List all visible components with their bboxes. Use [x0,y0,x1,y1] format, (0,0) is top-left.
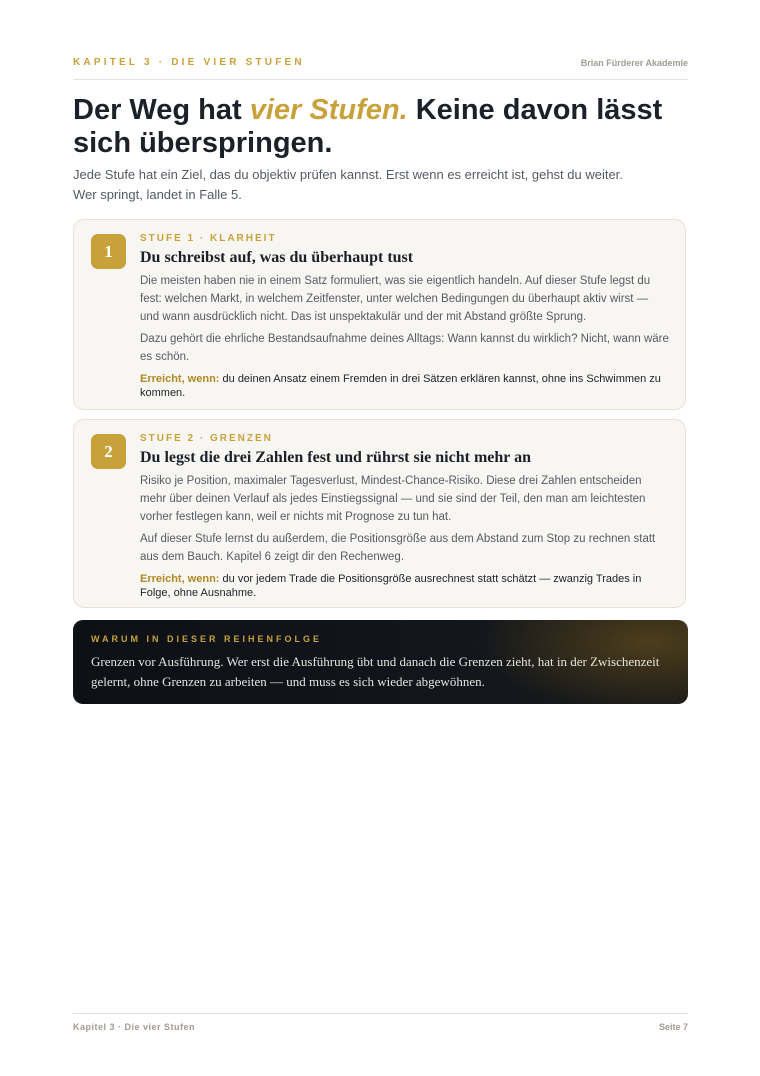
stage-paragraph: Risiko je Position, maximaler Tagesverlust, Mindest-Chance-Risiko. Diese drei Zahlen entscheiden mehr über deinen Verlauf als jedes Einstiegssignal — und sie sind der Teil, den man am leichtesten vorher festlegen kann, weil er nichts mit Prognose zu tun hat. [140,475,646,523]
stage-paragraph: Dazu gehört die ehrliche Bestandsaufnahme deines Alltags: Wann kannst du wirklich? Nicht, wann wäre es schön. [140,333,669,363]
stage-body [140,432,670,600]
page-header [73,57,688,80]
stage-title: Du schreibst auf, was du überhaupt tust [140,249,414,266]
achieved-text: du deinen Ansatz einem Fremden in drei Sätzen erklären kannst, ohne ins Schwimmen zu kommen. [140,373,661,399]
achieved-text: du vor jedem Trade die Positionsgröße ausrechnest statt schätzt — zwanzig Trades in Folge, ohne Ausnahme. [140,573,642,599]
stage-card-2 [73,419,686,608]
intro-text [73,165,688,205]
page-number: Seite 7 [658,1022,688,1032]
stage-label: STUFE 2 · GRENZEN [140,433,273,444]
stage-number-badge: 1 [91,234,126,269]
callout-label: WARUM IN DIESER REIHENFOLGE [91,634,323,644]
brand-name: Brian Fürderer Akademie [580,58,688,68]
chapter-label: KAPITEL 3 · DIE VIER STUFEN [73,57,305,68]
intro-line-2: Wer springt, landet in Falle 5. [73,187,242,202]
stage-number-badge: 2 [91,434,126,469]
callout-text: Grenzen vor Ausführung. Wer erst die Ausführung übt und danach die Grenzen zieht, hat in der Zwischenzeit gelernt, ohne Grenzen zu arbeiten — und muss es sich wieder abgewöhnen. [91,654,660,689]
callout-box [73,620,688,704]
page-footer [73,1013,688,1036]
title-part-2: Keine davon lässt sich überspringen. [73,94,663,159]
stage-paragraph: Auf dieser Stufe lernst du außerdem, die Positionsgröße aus dem Abstand zum Stop zu rechnen statt aus dem Bauch. Kapitel 6 zeigt dir den Rechenweg. [140,533,656,563]
title-part-1: Der Weg hat [73,94,250,126]
footer-chapter: Kapitel 3 · Die vier Stufen [73,1022,196,1032]
achieved-label: Erreicht, wenn: [140,373,220,385]
stage-title: Du legst die drei Zahlen fest und rührst sie nicht mehr an [140,449,531,466]
stage-label: STUFE 1 · KLARHEIT [140,233,277,244]
stage-body [140,232,670,400]
intro-line-1: Jede Stufe hat ein Ziel, das du objektiv prüfen kannst. Erst wenn es erreicht ist, gehst du weiter. [73,167,623,182]
stage-card-1 [73,219,686,410]
title-accent: vier Stufen. [249,94,408,126]
achieved-criterion [140,572,670,600]
achieved-label: Erreicht, wenn: [140,573,220,585]
stage-paragraph: Die meisten haben nie in einem Satz formuliert, was sie eigentlich handeln. Auf dieser Stufe legst du fest: welchen Markt, in welchem Zeitfenster, unter welchen Bedingungen du überhaupt aktiv wirst — und wann ausdrücklich nicht. Das ist unspektakulär und der mit Abstand größte Sprung. [140,275,651,323]
achieved-criterion [140,372,670,400]
page-title [73,94,703,160]
